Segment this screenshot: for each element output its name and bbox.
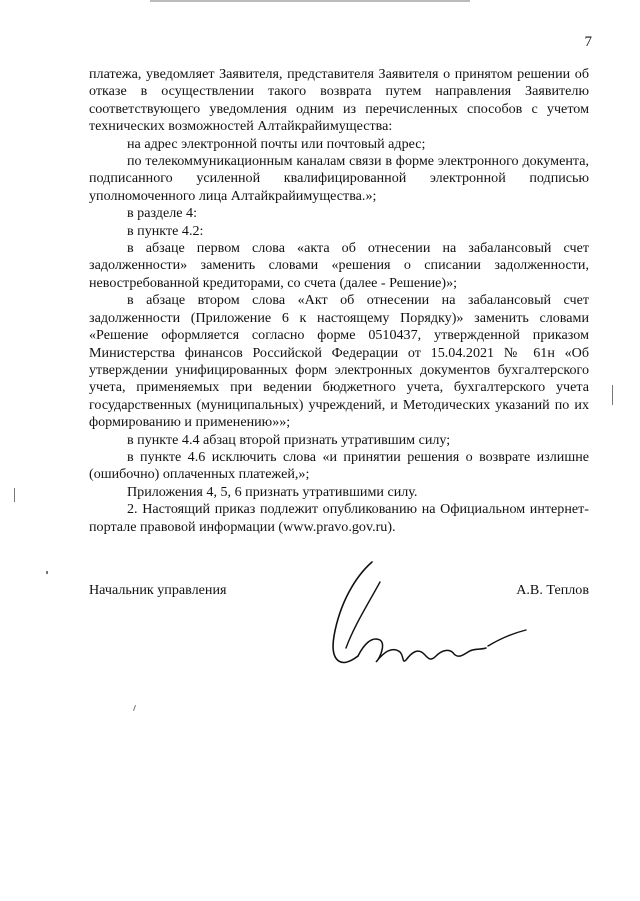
scan-margin-mark: [612, 385, 613, 405]
body-paragraph: платежа, уведомляет Заявителя, представителя Заявителя о принятом решении об отказе в осуществлении такого возврата путем направления Заявителю соответствующего уведомления одним из перечисленных способов с учетом технических возможностей Алтайкрайимущества:: [89, 66, 589, 135]
signatory-position: Начальник управления: [89, 582, 227, 598]
body-paragraph: в пункте 4.2:: [127, 222, 204, 239]
document-body: [89, 66, 589, 536]
body-paragraph: Приложения 4, 5, 6 признать утратившими силу.: [127, 483, 418, 500]
scan-top-edge-line: [150, 0, 470, 2]
scan-margin-mark: [14, 488, 15, 502]
page-number: 7: [584, 34, 592, 50]
body-paragraph: в пункте 4.6 исключить слова «и принятии решения о возврате излишне (ошибочно) оплаченных платежей,»;: [89, 448, 589, 483]
body-paragraph: по телекоммуникационным каналам связи в форме электронного документа, подписанного усиленной квалифицированной электронной подписью уполномоченного лица Алтайкрайимущества.»;: [89, 153, 589, 204]
scan-speck: [46, 571, 48, 574]
signatory-name: А.В. Теплов: [516, 582, 589, 598]
handwritten-signature: [320, 548, 540, 688]
body-paragraph: 2. Настоящий приказ подлежит опубликованию на Официальном интернет-портале правовой информации (www.pravo.gov.ru).: [89, 501, 589, 535]
body-paragraph: в разделе 4:: [127, 205, 197, 222]
body-paragraph: в абзаце первом слова «акта об отнесении на забалансовый счет задолженности» заменить словами «решения о списании задолженности, невостребованной кредиторами, со счета (далее - Решение)»;: [89, 240, 589, 291]
body-paragraph: в абзаце втором слова «Акт об отнесении на забалансовый счет задолженности (Приложение 6 к настоящему Порядку)» заменить словами «Решение оформляется согласно форме 0510437, утвержденной приказом Министерства финансов Российской Федерации от 15.04.2021 № 61н «Об утверждении унифицированных форм электронных документов бухгалтерского учета, применяемых при ведении бюджетного учета, бухгалтерского учета государственных (муниципальных) учреждений, и Методических указаний по их формированию и применению»»;: [89, 292, 589, 431]
scan-speck: [133, 705, 136, 711]
body-paragraph: в пункте 4.4 абзац второй признать утратившим силу;: [127, 431, 451, 448]
body-paragraph: на адрес электронной почты или почтовый адрес;: [127, 135, 426, 152]
